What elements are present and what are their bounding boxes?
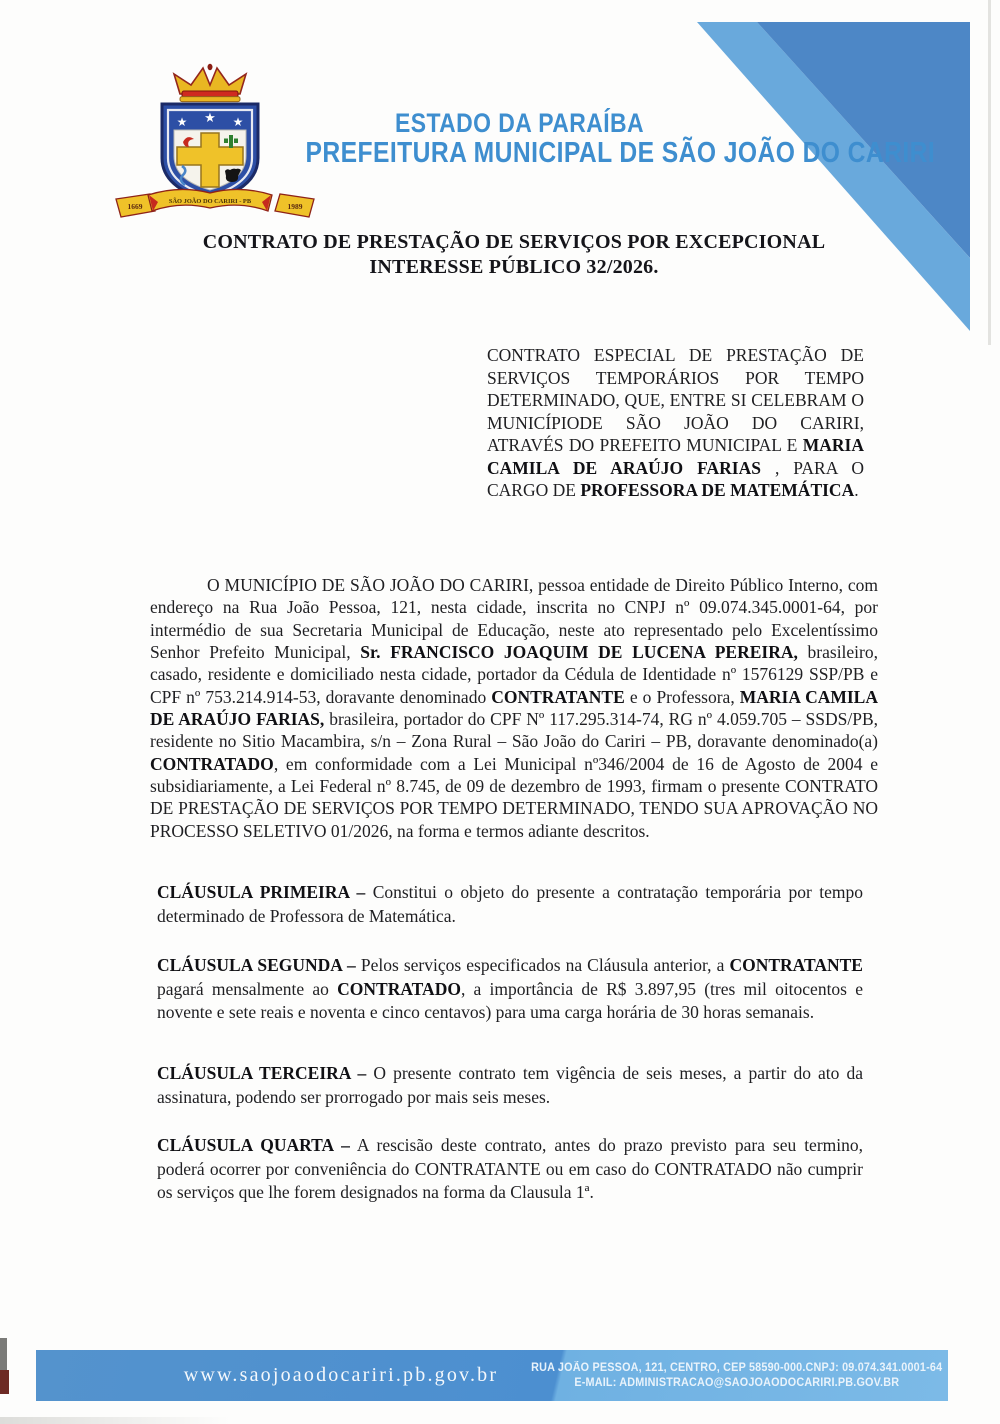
text-run: CONTRATANTE	[491, 686, 625, 707]
footer-email-line	[564, 1376, 910, 1391]
text-run: .	[854, 480, 859, 500]
text-run: CONTRATANTE	[729, 955, 863, 975]
clause-heading: CLÁUSULA PRIMEIRA –	[157, 882, 366, 902]
preamble-paragraph	[150, 574, 878, 842]
contract-title-line2: INTERESSE PÚBLICO 32/2026.	[369, 256, 659, 278]
text-run: O presente contrato tem vigência de seis meses, a partir do ato da assinatura, podendo ser prorrogado por mais seis meses.	[157, 1063, 863, 1107]
text-run: CONTRATO ESPECIAL DE PRESTAÇÃO DE SERVIÇOS TEMPORÁRIOS POR TEMPO DETERMINADO, QUE, ENTRE SI CELEBRAM O MUNICÍPIODE SÃO JOÃO DO CARIRI, ATRAVÉS DO PREFEITO MUNICIPAL E	[487, 345, 864, 455]
scan-artifact	[0, 1370, 9, 1394]
footer-bar	[36, 1350, 948, 1401]
text-run: CONTRATADO	[150, 753, 274, 774]
clause-heading: CLÁUSULA QUARTA –	[157, 1135, 350, 1155]
text-run: Sr. FRANCISCO JOAQUIM DE LUCENA PEREIRA,	[360, 642, 798, 663]
footer-contact-block	[526, 1350, 948, 1401]
text-run: pagará mensalmente ao	[157, 978, 338, 999]
text-run: PROFESSORA DE MATEMÁTICA	[580, 480, 855, 500]
clause-heading: CLÁUSULA SEGUNDA –	[157, 955, 356, 975]
footer-address-text: RUA JOÃO PESSOA, 121, CENTRO, CEP 58590-000.CNPJ: 09.074.341.0001-64	[531, 1361, 943, 1374]
footer-email-text: E-MAIL: ADMINISTRACAO@SAOJOAODOCARIRI.PB.GOV.BR	[574, 1376, 900, 1389]
contract-title-line1: CONTRATO DE PRESTAÇÃO DE SERVIÇOS POR EXCEPCIONAL	[202, 231, 826, 253]
banner-text: SÃO JOÃO DO CARIRI - PB	[168, 198, 252, 205]
text-run: Pelos serviços especificados na Cláusula anterior, a	[355, 955, 730, 975]
text-run: , PARA O CARGO DE	[487, 457, 864, 500]
clause-segunda	[157, 954, 863, 1025]
clause-quarta	[157, 1134, 863, 1205]
text-run: Constitui o objeto do presente a contratação temporária por tempo determinado de Professora de Matemática.	[157, 882, 863, 926]
footer-address-line	[518, 1361, 955, 1376]
recital-paragraph	[487, 344, 864, 502]
state-name	[250, 108, 790, 138]
text-run: MARIA CAMILA DE ARAÚJO FARIAS,	[150, 686, 878, 730]
star-icon: ★	[232, 115, 244, 129]
text-run: O MUNICÍPIO DE SÃO JOÃO DO CARIRI, pessoa entidade de Direito Público Interno, com endereço na Rua João Pessoa, 121, nesta cidade, inscrita no CNPJ nº 09.074.345.0001-64, por intermédio de sua Secretaria Municipal de Educação, neste ato representado pelo Excelentíssimo Senhor Prefeito Municipal,	[150, 575, 878, 663]
text-run: MARIA CAMILA DE ARAÚJO FARIAS	[487, 435, 864, 478]
clause-heading: CLÁUSULA TERCEIRA –	[157, 1063, 367, 1083]
crown-icon	[174, 64, 246, 102]
founding-year: 1669	[127, 202, 143, 211]
text-run: e o Professora,	[624, 686, 740, 707]
state-name-text: ESTADO DA PARAÍBA	[395, 108, 645, 138]
letterhead	[250, 108, 936, 169]
ribbon-banner	[116, 189, 314, 217]
emancipation-year: 1989	[287, 202, 303, 211]
text-run: A rescisão deste contrato, antes do prazo previsto para seu termino, poderá ocorrer por conveniência do CONTRATANTE ou em caso do CONTRATADO não cumprir os serviços que lhe forem designados na forma da Clausula 1ª.	[157, 1135, 863, 1203]
footer-website: www.saojoaodocariri.pb.gov.br	[183, 1364, 499, 1386]
scan-artifact	[0, 1417, 230, 1424]
scan-artifact	[988, 0, 991, 345]
text-run: CONTRATADO	[337, 978, 461, 999]
star-icon: ★	[176, 115, 188, 129]
text-run: , a importância de R$ 3.897,95 (tres mil oitocentos e novente e sete reais e noventa e cinco centavos) para uma carga horária de 30 horas semanais.	[157, 978, 863, 1023]
text-run: , em conformidade com a Lei Municipal nº346/2004 de 16 de Agosto de 2004 e subsidiariamente, a Lei Federal nº 8.745, de 09 de dezembro de 1993, firmam o presente CONTRATO DE PRESTAÇÃO DE SERVIÇOS POR TEMPO DETERMINADO, TENDO SUA APROVAÇÃO NO PROCESSO SELETIVO 01/2026, na forma e termos adiante descritos.	[150, 753, 878, 841]
municipality-name	[250, 137, 936, 169]
shield-icon	[162, 104, 258, 201]
municipality-name-text: PREFEITURA MUNICIPAL DE SÃO JOÃO DO CARIRI	[305, 137, 936, 169]
star-icon: ★	[204, 110, 216, 125]
contract-title	[150, 230, 878, 280]
text-run: brasileiro, casado, residente e domiciliado nesta cidade, portador da Cédula de Identidade nº 1576129 SSP/PB e CPF nº 753.214.914-53, doravante denominado	[150, 642, 879, 707]
clause-primeira	[157, 881, 863, 928]
clause-terceira	[157, 1062, 863, 1109]
text-run: brasileira, portador do CPF Nº 117.295.314-74, RG nº 4.059.705 – SSDS/PB, residente no Sitio Macambira, s/n – Zona Rural – São João do Cariri – PB, doravante denominado(a)	[150, 709, 878, 752]
